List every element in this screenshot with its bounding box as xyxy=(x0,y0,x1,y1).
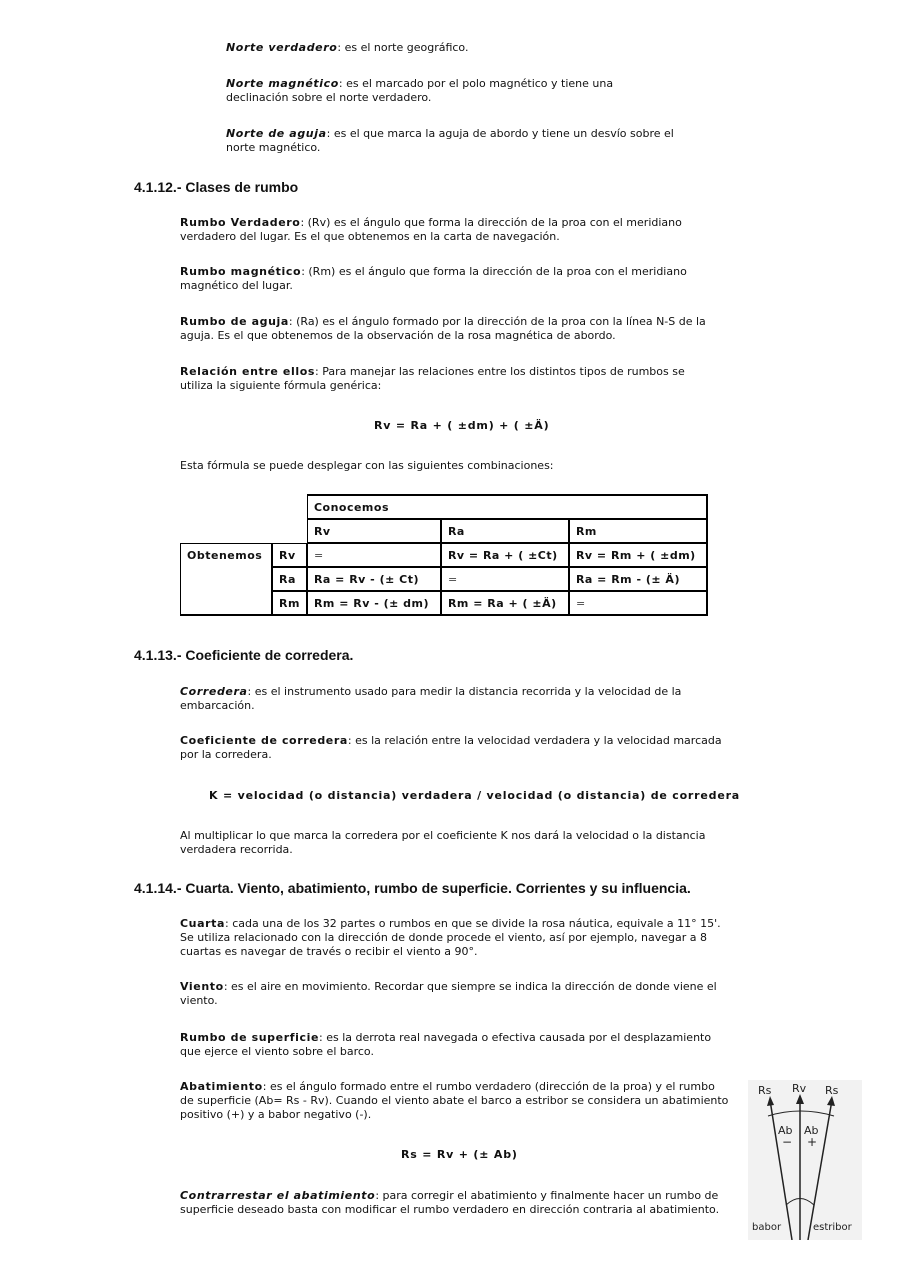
abatimiento-diagram xyxy=(748,1080,862,1240)
norte-verdadero-def xyxy=(226,41,686,55)
col-header-ra: Ra xyxy=(441,519,569,543)
definition: : es la relación entre la velocidad verdadera y la velocidad marcada por la corredera. xyxy=(180,734,722,761)
term: Cuarta xyxy=(180,917,226,930)
norte-aguja-def xyxy=(226,127,686,155)
definition: : (Rm) es el ángulo que forma la dirección de la proa con el meridiano magnético del lugar. xyxy=(180,265,687,292)
table-cell: = xyxy=(441,567,569,591)
term: Rumbo de superficie xyxy=(180,1031,320,1044)
corredera-def xyxy=(180,685,730,713)
conocemos-header: Conocemos xyxy=(307,494,708,519)
definition: : para corregir el abatimiento y finalmente hacer un rumbo de superficie deseado basta con modificar el rumbo verdadero en dirección contraria al abatimiento. xyxy=(180,1189,720,1216)
table-cell: Rm = Rv - (± dm) xyxy=(307,591,441,616)
definition: : (Rv) es el ángulo que forma la dirección de la proa con el meridiano verdadero del lugar. Es el que obtenemos en la carta de navegación. xyxy=(180,216,682,243)
rumbo-superficie-def xyxy=(180,1031,730,1059)
term: Norte de aguja xyxy=(226,127,327,140)
contrarrestar-def xyxy=(180,1189,732,1217)
col-header-rm: Rm xyxy=(569,519,708,543)
definition: : es el norte geográfico. xyxy=(337,41,469,54)
table-row xyxy=(180,519,708,543)
coeficiente-def xyxy=(180,734,735,762)
rumbo-conversion-table xyxy=(180,494,708,616)
term: Coeficiente de corredera xyxy=(180,734,348,747)
formula-coeficiente: K = velocidad (o distancia) verdadera / velocidad (o distancia) de corredera xyxy=(209,789,741,802)
rumbo-aguja-def xyxy=(180,315,735,343)
label-rv: Rv xyxy=(792,1082,807,1095)
table-cell: Rm = Ra + ( ±Ä) xyxy=(441,591,569,616)
table-cell: Rv = Rm + ( ±dm) xyxy=(569,543,708,567)
definition: : cada una de los 32 partes o rumbos en que se divide la rosa náutica, equivale a 11° 15'. Se utiliza relacionado con la dirección de donde procede el viento, así por ejemplo, navegar a 8 cuartas es navegar de través o recibir el viento a 90°. xyxy=(180,917,721,958)
diagram-background xyxy=(748,1080,862,1240)
norte-magnetico-def xyxy=(226,77,646,105)
rumbo-magnetico-def xyxy=(180,265,730,293)
row-header-rm: Rm xyxy=(272,591,307,616)
relacion-def xyxy=(180,365,720,393)
obtenemos-label: Obtenemos xyxy=(180,543,272,616)
term: Rumbo Verdadero xyxy=(180,216,301,229)
term: Norte magnético xyxy=(226,77,339,90)
definition: : es el ángulo formado entre el rumbo verdadero (dirección de la proa) y el rumbo de superficie (Ab= Rs - Rv). Cuando el viento abate el barco a estribor se considera un abatimiento positivo (+) y a babor negativo (-). xyxy=(180,1080,729,1121)
despliegue-text xyxy=(180,459,740,473)
table-row xyxy=(180,543,708,567)
rumbo-verdadero-def xyxy=(180,216,730,244)
multiplicar-text xyxy=(180,829,735,857)
col-header-rv: Rv xyxy=(307,519,441,543)
abatimiento-def xyxy=(180,1080,732,1122)
term: Relación entre ellos xyxy=(180,365,316,378)
label-ab-left: Ab xyxy=(778,1124,793,1137)
definition: : Para manejar las relaciones entre los distintos tipos de rumbos se utiliza la siguiente fórmula genérica: xyxy=(180,365,685,392)
definition: : es el instrumento usado para medir la distancia recorrida y la velocidad de la embarcación. xyxy=(180,685,682,712)
table-cell: = xyxy=(307,543,441,567)
label-ab-right: Ab xyxy=(804,1124,819,1137)
section-heading-clases-rumbo: 4.1.12.- Clases de rumbo xyxy=(134,179,299,195)
term: Abatimiento xyxy=(180,1080,263,1093)
row-header-rv: Rv xyxy=(272,543,307,567)
term: Rumbo magnético xyxy=(180,265,302,278)
term: Contrarrestar el abatimiento xyxy=(180,1189,376,1202)
paragraph: Al multiplicar lo que marca la corredera por el coeficiente K nos dará la velocidad o la distancia verdadera recorrida. xyxy=(180,829,706,856)
term: Rumbo de aguja xyxy=(180,315,289,328)
label-plus: + xyxy=(807,1135,818,1149)
table-cell: Rv = Ra + ( ±Ct) xyxy=(441,543,569,567)
section-heading-corredera: 4.1.13.- Coeficiente de corredera. xyxy=(134,647,354,663)
definition: : es el que marca la aguja de abordo y tiene un desvío sobre el norte magnético. xyxy=(226,127,674,154)
row-header-ra: Ra xyxy=(272,567,307,591)
definition: : es el aire en movimiento. Recordar que siempre se indica la dirección de donde viene el viento. xyxy=(180,980,717,1007)
table-cell: = xyxy=(569,591,708,616)
label-estribor: estribor xyxy=(813,1222,852,1233)
definition: : (Ra) es el ángulo formado por la dirección de la proa con la línea N-S de la aguja. Es el que obtenemos de la observación de la rosa magnética de abordo. xyxy=(180,315,706,342)
label-minus: − xyxy=(782,1135,793,1149)
term: Norte verdadero xyxy=(226,41,338,54)
definition: : es el marcado por el polo magnético y tiene una declinación sobre el norte verdadero. xyxy=(226,77,614,104)
definition: : es la derrota real navegada o efectiva causada por el desplazamiento que ejerce el viento sobre el barco. xyxy=(180,1031,712,1058)
formula-abatimiento: Rs = Rv + (± Ab) xyxy=(401,1148,518,1161)
term: Corredera xyxy=(180,685,248,698)
label-rs-right: Rs xyxy=(825,1084,839,1097)
label-babor: babor xyxy=(752,1222,782,1233)
formula-rumbos: Rv = Ra + ( ±dm) + ( ±Ä) xyxy=(374,419,550,432)
table-cell: Ra = Rm - (± Ä) xyxy=(569,567,708,591)
table-cell: Ra = Rv - (± Ct) xyxy=(307,567,441,591)
section-heading-cuarta: 4.1.14.- Cuarta. Viento, abatimiento, rumbo de superficie. Corrientes y su influencia. xyxy=(134,880,691,896)
label-rs-left: Rs xyxy=(758,1084,772,1097)
term: Viento xyxy=(180,980,224,993)
viento-def xyxy=(180,980,730,1008)
paragraph: Esta fórmula se puede desplegar con las siguientes combinaciones: xyxy=(180,459,554,472)
cuarta-def xyxy=(180,917,730,959)
table-row xyxy=(180,494,708,519)
